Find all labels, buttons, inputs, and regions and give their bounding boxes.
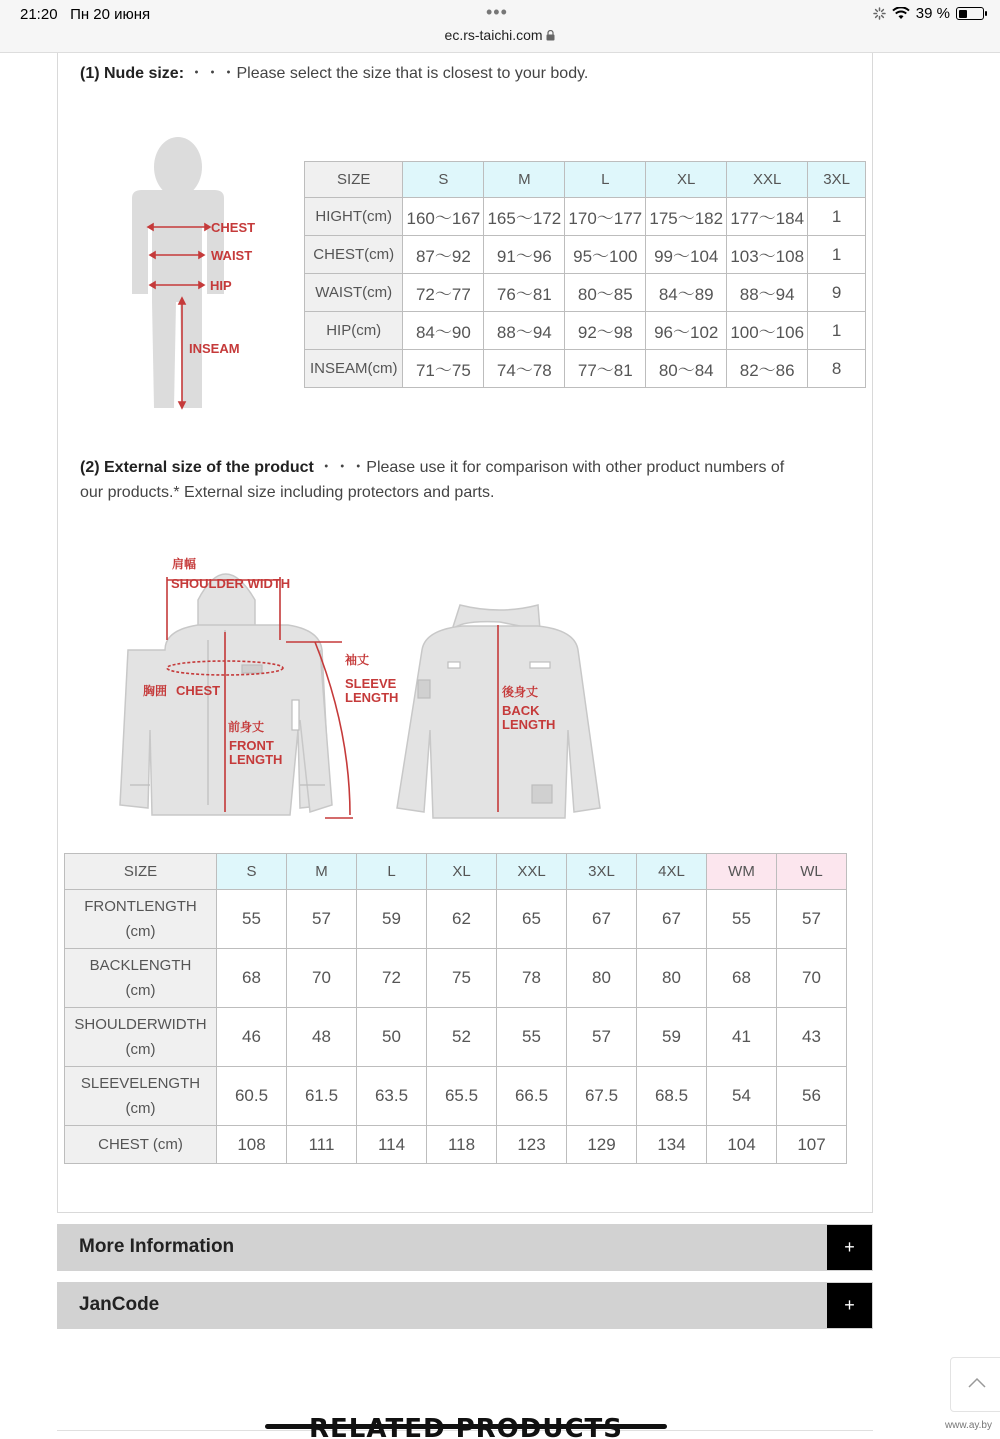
address-bar[interactable] bbox=[0, 27, 1000, 43]
value-cell: 91～96 bbox=[484, 236, 565, 274]
external-size-table bbox=[64, 853, 847, 1164]
value-cell: 114 bbox=[357, 1126, 427, 1164]
value-cell: 99～104 bbox=[646, 236, 727, 274]
value-cell: 87～92 bbox=[403, 236, 484, 274]
row-label bbox=[65, 1126, 217, 1164]
table-row bbox=[305, 312, 866, 350]
size-header-cell: WM bbox=[707, 854, 777, 890]
value-cell: 59 bbox=[357, 890, 427, 949]
size-header-cell: XXL bbox=[497, 854, 567, 890]
value-cell: 160～167 bbox=[403, 198, 484, 236]
more-dots-icon[interactable]: ••• bbox=[486, 2, 508, 22]
fig-label-back-jp: 後身丈 bbox=[502, 685, 539, 699]
fig-label-chest: CHEST bbox=[211, 220, 256, 235]
value-cell: 1 bbox=[808, 198, 866, 236]
value-cell: 104 bbox=[707, 1126, 777, 1164]
table-row bbox=[305, 236, 866, 274]
row-label: HIP(cm) bbox=[305, 312, 403, 350]
status-time: 21:20 Пн 20 июня bbox=[20, 6, 151, 23]
value-cell: 80 bbox=[637, 949, 707, 1008]
table-row bbox=[65, 949, 847, 1008]
size-header-cell: S bbox=[217, 854, 287, 890]
table-row bbox=[305, 350, 866, 388]
value-cell: 46 bbox=[217, 1008, 287, 1067]
row-label-main: BACKLENGTH bbox=[89, 957, 192, 974]
browser-status-bar bbox=[0, 0, 1000, 53]
value-cell: 68 bbox=[707, 949, 777, 1008]
size-header-cell: L bbox=[357, 854, 427, 890]
fig-label-front-jp: 前身丈 bbox=[228, 720, 265, 734]
value-cell: 55 bbox=[217, 890, 287, 949]
size-header-cell: 4XL bbox=[637, 854, 707, 890]
row-label-unit: (cm) bbox=[125, 1100, 156, 1117]
related-products-title: RELATED PRODUCTS bbox=[309, 1414, 623, 1439]
battery-percent: 39 % bbox=[915, 5, 950, 22]
value-cell: 84～90 bbox=[403, 312, 484, 350]
value-cell: 108 bbox=[217, 1126, 287, 1164]
value-cell: 70 bbox=[287, 949, 357, 1008]
size-header-cell: XL bbox=[646, 162, 727, 198]
row-label-unit: (cm) bbox=[125, 923, 156, 940]
nude-size-table bbox=[304, 161, 866, 388]
fig-label-waist: WAIST bbox=[211, 248, 253, 263]
value-cell: 80 bbox=[567, 949, 637, 1008]
lock-icon bbox=[546, 30, 555, 41]
url-text: ec.rs-taichi.com bbox=[444, 27, 543, 43]
table-row bbox=[65, 1067, 847, 1126]
value-cell: 62 bbox=[427, 890, 497, 949]
value-cell: 118 bbox=[427, 1126, 497, 1164]
value-cell: 55 bbox=[707, 890, 777, 949]
fig-label-sleeve-2: LENGTH bbox=[345, 690, 399, 705]
size-header-cell: M bbox=[484, 162, 565, 198]
value-cell: 67.5 bbox=[567, 1067, 637, 1126]
value-cell: 170～177 bbox=[565, 198, 646, 236]
value-cell: 48 bbox=[287, 1008, 357, 1067]
size-header-cell: XL bbox=[427, 854, 497, 890]
size-header-cell: WL bbox=[777, 854, 847, 890]
external-size-heading: (2) External size of the product ・・・Please use it for comparison with other product numbers of our products.* External size including protectors and parts. bbox=[80, 459, 785, 501]
value-cell: 72 bbox=[357, 949, 427, 1008]
accordion-title: More Information bbox=[79, 1236, 235, 1257]
value-cell: 134 bbox=[637, 1126, 707, 1164]
row-label: WAIST(cm) bbox=[305, 274, 403, 312]
size-header-cell: 3XL bbox=[808, 162, 866, 198]
row-label-unit: (cm) bbox=[125, 982, 156, 999]
expand-plus-icon[interactable]: + bbox=[827, 1225, 872, 1270]
value-cell: 55 bbox=[497, 1008, 567, 1067]
fig-label-shoulder: SHOULDER WIDTH bbox=[171, 576, 291, 591]
value-cell: 123 bbox=[497, 1126, 567, 1164]
value-cell: 103～108 bbox=[727, 236, 808, 274]
value-cell: 52 bbox=[427, 1008, 497, 1067]
row-label: HIGHT(cm) bbox=[305, 198, 403, 236]
loading-spinner-icon bbox=[873, 7, 886, 20]
status-right bbox=[873, 5, 984, 22]
accordion-title: JanCode bbox=[79, 1294, 160, 1315]
header-size-label: SIZE bbox=[305, 162, 403, 198]
header-size-label: SIZE bbox=[65, 854, 217, 890]
size-header-cell: M bbox=[287, 854, 357, 890]
accordion-jancode[interactable] bbox=[57, 1282, 873, 1329]
fig-label-chest-jp: 胸囲 bbox=[143, 684, 168, 698]
row-label bbox=[65, 1067, 217, 1126]
row-label-main: SHOULDERWIDTH bbox=[74, 1016, 207, 1033]
value-cell: 84～89 bbox=[646, 274, 727, 312]
value-cell: 82～86 bbox=[727, 350, 808, 388]
row-label bbox=[65, 890, 217, 949]
row-label-main: CHEST (cm) bbox=[98, 1136, 183, 1153]
table-header-row bbox=[305, 162, 866, 198]
value-cell: 56 bbox=[777, 1067, 847, 1126]
table-row bbox=[65, 1008, 847, 1067]
value-cell: 177～184 bbox=[727, 198, 808, 236]
row-label bbox=[65, 949, 217, 1008]
fig-label-front-2: LENGTH bbox=[229, 752, 283, 767]
size-header-cell: XXL bbox=[727, 162, 808, 198]
value-cell: 1 bbox=[808, 236, 866, 274]
value-cell: 165～172 bbox=[484, 198, 565, 236]
value-cell: 71～75 bbox=[403, 350, 484, 388]
row-label-main: SLEEVELENGTH bbox=[80, 1075, 201, 1092]
nude-size-heading: (1) Nude size: ・・・Please select the size that is closest to your body. bbox=[80, 65, 589, 82]
row-label-main: FRONTLENGTH bbox=[84, 898, 197, 915]
value-cell: 95～100 bbox=[565, 236, 646, 274]
value-cell: 78 bbox=[497, 949, 567, 1008]
chevron-up-icon bbox=[968, 1376, 986, 1388]
fig-label-back-2: LENGTH bbox=[502, 717, 556, 732]
value-cell: 67 bbox=[567, 890, 637, 949]
body-measurement-figure bbox=[110, 132, 260, 417]
value-cell: 100～106 bbox=[727, 312, 808, 350]
value-cell: 54 bbox=[707, 1067, 777, 1126]
expand-plus-icon[interactable]: + bbox=[827, 1283, 872, 1328]
fig-label-inseam: INSEAM bbox=[189, 341, 240, 356]
watermark: www.ay.by bbox=[944, 1420, 992, 1431]
fig-label-sleeve-1: SLEEVE bbox=[345, 676, 397, 691]
table-row bbox=[305, 198, 866, 236]
size-header-cell: L bbox=[565, 162, 646, 198]
value-cell: 41 bbox=[707, 1008, 777, 1067]
table-row bbox=[305, 274, 866, 312]
row-label: INSEAM(cm) bbox=[305, 350, 403, 388]
value-cell: 129 bbox=[567, 1126, 637, 1164]
fig-label-chest: CHEST bbox=[176, 683, 221, 698]
accordion-more-information[interactable] bbox=[57, 1224, 873, 1271]
size-header-cell: 3XL bbox=[567, 854, 637, 890]
value-cell: 57 bbox=[777, 890, 847, 949]
value-cell: 8 bbox=[808, 350, 866, 388]
value-cell: 57 bbox=[567, 1008, 637, 1067]
value-cell: 88～94 bbox=[727, 274, 808, 312]
value-cell: 74～78 bbox=[484, 350, 565, 388]
related-products-heading bbox=[265, 1412, 667, 1439]
fig-label-back-1: BACK bbox=[502, 703, 540, 718]
value-cell: 50 bbox=[357, 1008, 427, 1067]
fig-label-shoulder-jp: 肩幅 bbox=[172, 557, 197, 571]
value-cell: 61.5 bbox=[287, 1067, 357, 1126]
value-cell: 88～94 bbox=[484, 312, 565, 350]
value-cell: 96～102 bbox=[646, 312, 727, 350]
value-cell: 75 bbox=[427, 949, 497, 1008]
table-header-row bbox=[65, 854, 847, 890]
value-cell: 80～84 bbox=[646, 350, 727, 388]
value-cell: 68.5 bbox=[637, 1067, 707, 1126]
fig-label-sleeve-jp: 袖丈 bbox=[345, 653, 370, 667]
value-cell: 1 bbox=[808, 312, 866, 350]
row-label-unit: (cm) bbox=[125, 1041, 156, 1058]
value-cell: 60.5 bbox=[217, 1067, 287, 1126]
value-cell: 72～77 bbox=[403, 274, 484, 312]
size-header-cell: S bbox=[403, 162, 484, 198]
nude-size-table-scroll[interactable] bbox=[304, 161, 866, 391]
value-cell: 65 bbox=[497, 890, 567, 949]
row-label: CHEST(cm) bbox=[305, 236, 403, 274]
fig-label-hip: HIP bbox=[210, 278, 232, 293]
value-cell: 59 bbox=[637, 1008, 707, 1067]
value-cell: 65.5 bbox=[427, 1067, 497, 1126]
value-cell: 66.5 bbox=[497, 1067, 567, 1126]
wifi-icon bbox=[892, 7, 910, 20]
value-cell: 111 bbox=[287, 1126, 357, 1164]
table-row bbox=[65, 1126, 847, 1164]
value-cell: 77～81 bbox=[565, 350, 646, 388]
value-cell: 57 bbox=[287, 890, 357, 949]
value-cell: 175～182 bbox=[646, 198, 727, 236]
value-cell: 107 bbox=[777, 1126, 847, 1164]
value-cell: 70 bbox=[777, 949, 847, 1008]
value-cell: 80～85 bbox=[565, 274, 646, 312]
value-cell: 68 bbox=[217, 949, 287, 1008]
value-cell: 76～81 bbox=[484, 274, 565, 312]
row-label bbox=[65, 1008, 217, 1067]
scroll-to-top-button[interactable] bbox=[950, 1357, 1000, 1412]
value-cell: 9 bbox=[808, 274, 866, 312]
value-cell: 43 bbox=[777, 1008, 847, 1067]
fig-label-front-1: FRONT bbox=[229, 738, 274, 753]
battery-icon bbox=[956, 7, 984, 20]
table-row bbox=[65, 890, 847, 949]
value-cell: 92～98 bbox=[565, 312, 646, 350]
value-cell: 67 bbox=[637, 890, 707, 949]
jacket-measurement-figure bbox=[110, 550, 620, 835]
value-cell: 63.5 bbox=[357, 1067, 427, 1126]
